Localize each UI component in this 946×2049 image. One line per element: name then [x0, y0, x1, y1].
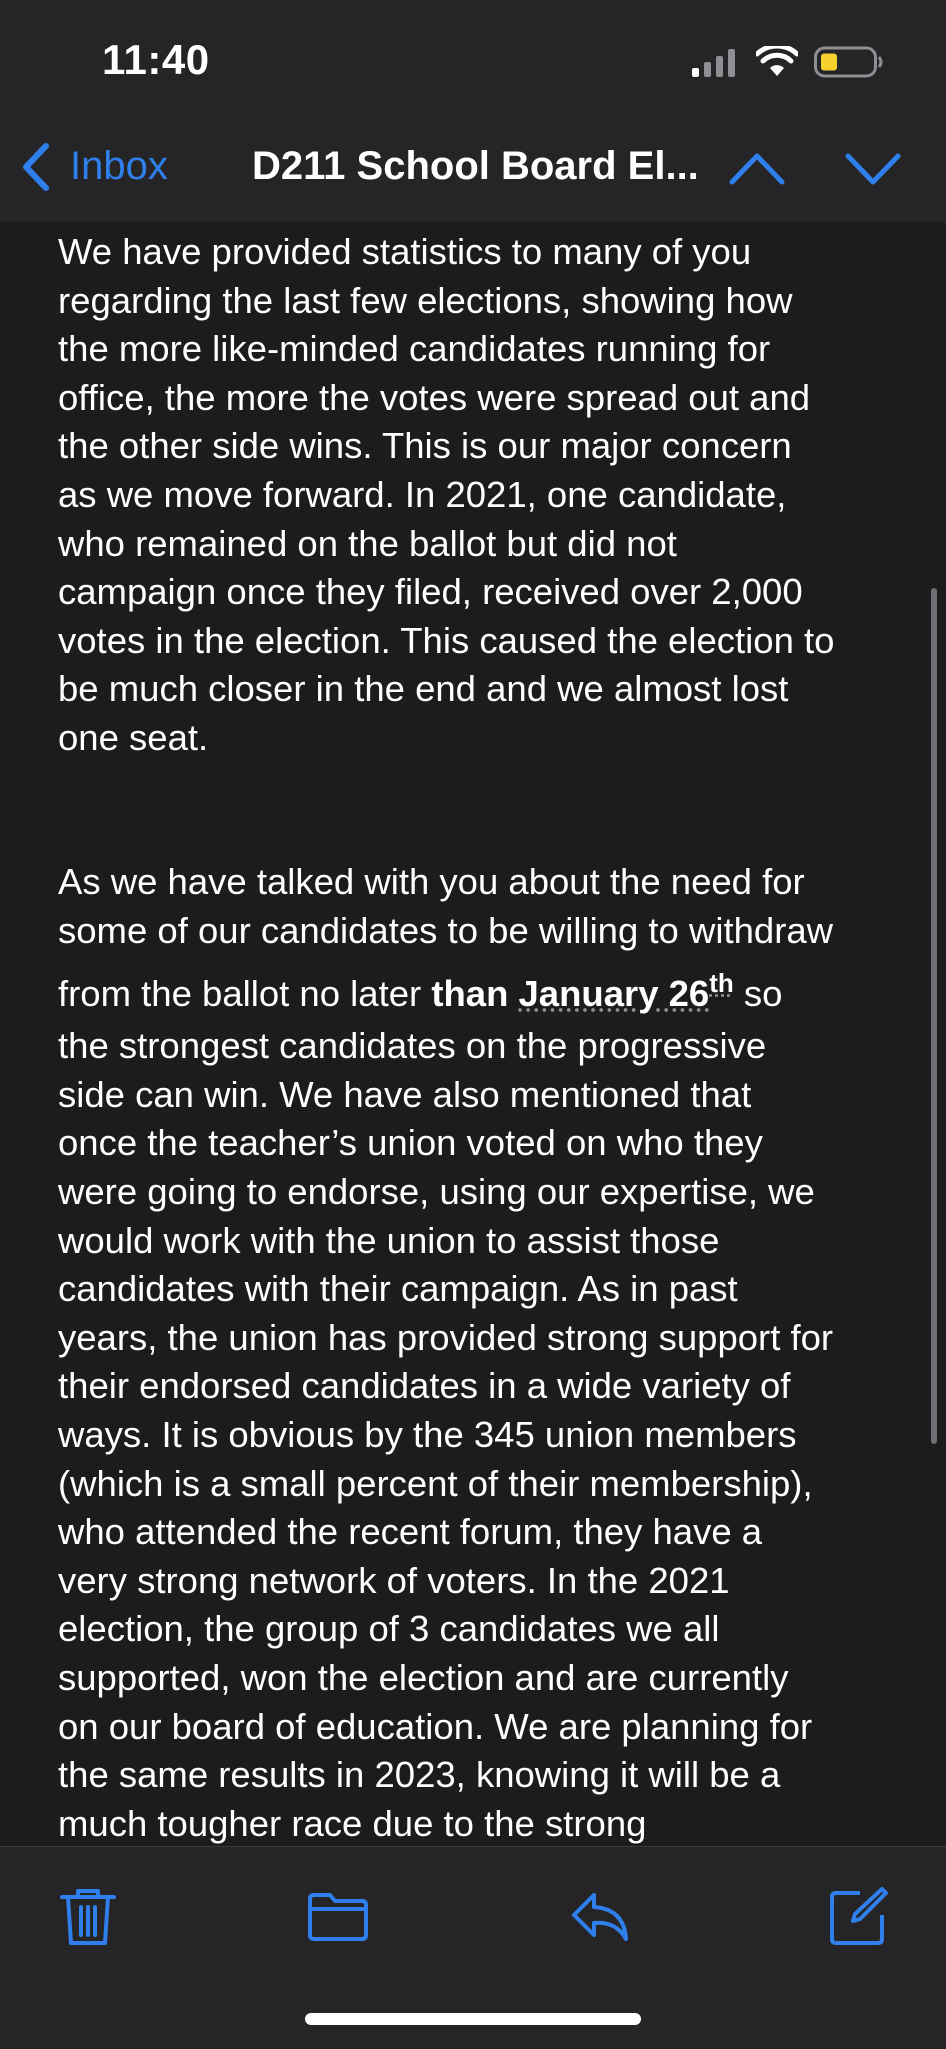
nav-bar — [0, 120, 946, 223]
text-line: supported, won the election and are currently — [58, 1656, 789, 1698]
status-time: 11:40 — [102, 36, 210, 83]
back-to-inbox-button[interactable]: Inbox — [70, 144, 168, 188]
next-message-chevron-down-icon[interactable] — [844, 150, 902, 190]
bold-text: than — [431, 973, 519, 1015]
text-line-with-date — [58, 955, 898, 1022]
text-line: their endorsed candidates in a wide variety of — [58, 1365, 791, 1407]
text-line: the more like-minded candidates running for — [58, 328, 771, 370]
text-line: much tougher race due to the strong — [58, 1802, 647, 1844]
text-line: office, the more the votes were spread out and — [58, 376, 811, 418]
home-indicator[interactable] — [305, 2013, 641, 2025]
text-line: regarding the last few elections, showing how — [58, 279, 793, 321]
text-line: as we move forward. In 2021, one candidate, — [58, 473, 787, 515]
text-line: ways. It is obvious by the 345 union members — [58, 1413, 797, 1455]
email-body[interactable] — [0, 222, 946, 1846]
text-line: on our board of education. We are planning for — [58, 1705, 813, 1747]
previous-message-chevron-up-icon[interactable] — [728, 148, 786, 188]
battery-icon — [814, 46, 884, 78]
text-line: who attended the recent forum, they have a — [58, 1511, 763, 1553]
reply-icon[interactable] — [568, 1885, 632, 1949]
vertical-scrollbar[interactable] — [931, 588, 937, 1444]
folder-icon[interactable] — [306, 1885, 370, 1949]
text-line: some of our candidates to be willing to withdraw — [58, 909, 834, 951]
cellular-signal-icon — [690, 48, 738, 78]
text-line: (which is a small percent of their membership), — [58, 1462, 813, 1504]
text-line: who remained on the ballot but did not — [58, 522, 677, 564]
text-line: the strongest candidates on the progressive — [58, 1025, 767, 1067]
text-line: side can win. We have also mentioned that — [58, 1073, 752, 1115]
text-line: candidates with their campaign. As in past — [58, 1268, 738, 1310]
text-line: the same results in 2023, knowing it will be a — [58, 1754, 781, 1796]
text-line: were going to endorse, using our expertise, we — [58, 1170, 815, 1212]
text-line: very strong network of voters. In the 2021 — [58, 1559, 730, 1601]
back-chevron-icon[interactable] — [20, 142, 52, 192]
wifi-icon — [756, 46, 798, 78]
text-line: the other side wins. This is our major concern — [58, 425, 792, 467]
text-segment: so — [733, 973, 783, 1015]
text-line: once the teacher’s union voted on who they — [58, 1122, 763, 1164]
date-ordinal-suffix[interactable]: th — [709, 968, 734, 999]
text-line: be much closer in the end and we almost lost — [58, 668, 789, 710]
text-line: campaign once they filed, received over 2,000 — [58, 571, 803, 613]
compose-icon[interactable] — [826, 1885, 890, 1949]
trash-icon[interactable] — [56, 1885, 120, 1949]
text-line: would work with the union to assist those — [58, 1219, 720, 1261]
withdrawal-deadline-date-link[interactable]: January 26 — [518, 973, 710, 1015]
text-line: We have provided statistics to many of you — [58, 231, 752, 272]
email-paragraph-2 — [58, 858, 898, 1846]
text-line: votes in the election. This caused the election to — [58, 619, 835, 661]
email-paragraph-1 — [58, 228, 898, 763]
text-line: years, the union has provided strong support for — [58, 1316, 834, 1358]
status-bar — [0, 0, 946, 120]
text-line: election, the group of 3 candidates we all — [58, 1608, 720, 1650]
text-segment: from the ballot no later — [58, 973, 432, 1015]
email-subject-title: D211 School Board El... — [252, 144, 699, 188]
text-line: As we have talked with you about the need for — [58, 861, 805, 902]
text-line: one seat. — [58, 716, 209, 758]
